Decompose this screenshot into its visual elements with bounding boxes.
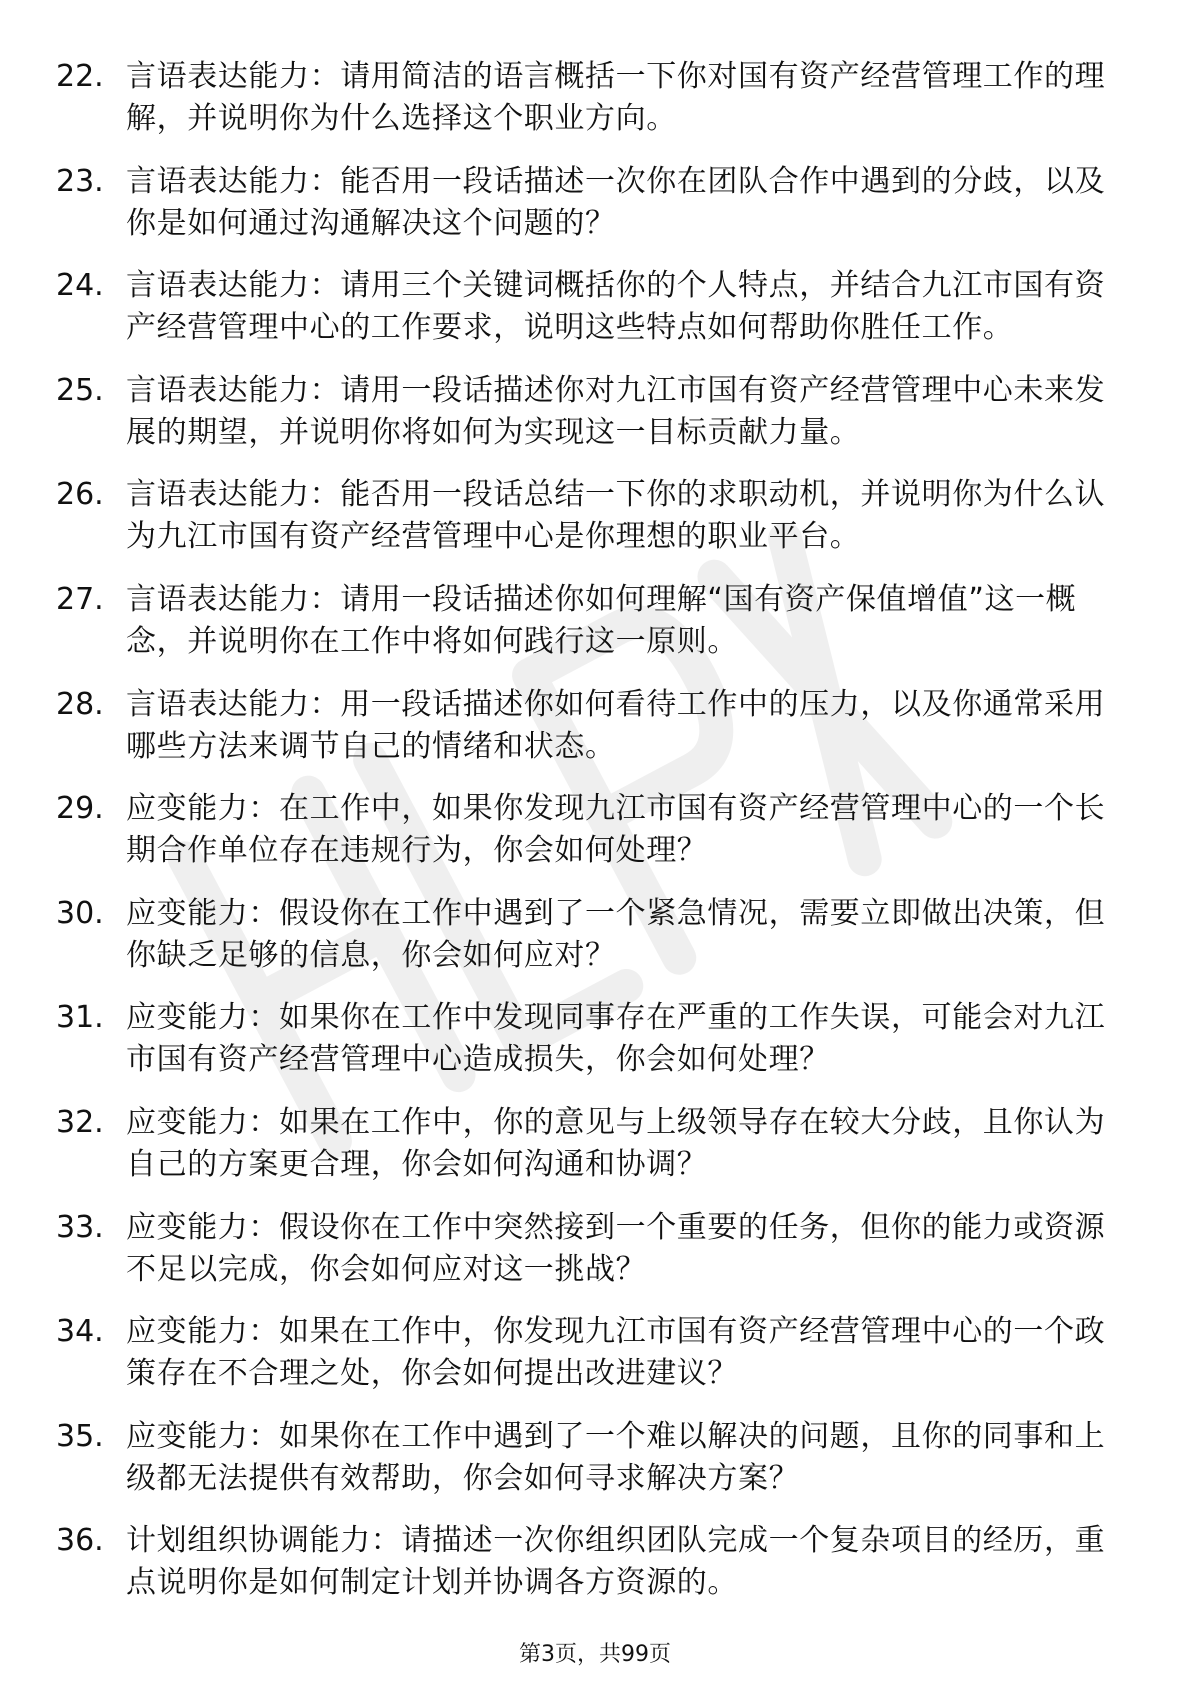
question-text: 言语表达能力：请用一段话描述你对九江市国有资产经营管理中心未来发展的期望，并说明你将如何为实现这一目标贡献力量。 [126,372,1106,450]
question-text: 言语表达能力：能否用一段话总结一下你的求职动机，并说明你为什么认为九江市国有资产经营管理中心是你理想的职业平台。 [126,477,1106,555]
question-number: 27. [56,581,104,617]
question-item [0,1520,1190,1604]
question-item [0,1416,1190,1500]
question-number: 33. [56,1209,104,1245]
question-text: 言语表达能力：请用三个关键词概括你的个人特点，并结合九江市国有资产经营管理中心的工作要求，说明这些特点如何帮助你胜任工作。 [126,268,1106,346]
question-text: 应变能力：如果在工作中，你的意见与上级领导存在较大分歧，且你认为自己的方案更合理，你会如何沟通和协调？ [126,1104,1106,1182]
question-item [0,370,1190,454]
question-item [0,579,1190,663]
question-item [0,1311,1190,1395]
question-number: 30. [56,895,104,931]
question-item [0,684,1190,768]
question-number: 34. [56,1314,104,1350]
question-item [0,265,1190,349]
question-number: 36. [56,1523,104,1559]
question-number: 28. [56,686,104,722]
question-list [0,56,1190,1625]
question-item [0,1207,1190,1291]
question-item [0,56,1190,140]
question-number: 29. [56,791,104,827]
question-item [0,893,1190,977]
question-number: 31. [56,1000,104,1036]
question-text: 言语表达能力：请用一段话描述你如何理解“国有资产保值增值”这一概念，并说明你在工作中将如何践行这一原则。 [126,581,1077,659]
question-item [0,1102,1190,1186]
question-text: 计划组织协调能力：请描述一次你组织团队完成一个复杂项目的经历，重点说明你是如何制定计划并协调各方资源的。 [126,1523,1106,1601]
question-item [0,788,1190,872]
question-number: 26. [56,477,104,513]
question-text: 应变能力：如果你在工作中发现同事存在严重的工作失误，可能会对九江市国有资产经营管理中心造成损失，你会如何处理？ [126,1000,1106,1078]
question-text: 应变能力：在工作中，如果你发现九江市国有资产经营管理中心的一个长期合作单位存在违规行为，你会如何处理？ [126,791,1106,869]
question-item [0,161,1190,245]
question-number: 35. [56,1418,104,1454]
question-item [0,997,1190,1081]
question-text: 应变能力：如果在工作中，你发现九江市国有资产经营管理中心的一个政策存在不合理之处，你会如何提出改进建议？ [126,1314,1106,1392]
question-number: 22. [56,59,104,94]
question-text: 应变能力：假设你在工作中遇到了一个紧急情况，需要立即做出决策，但你缺乏足够的信息，你会如何应对？ [126,895,1106,973]
question-text: 言语表达能力：能否用一段话描述一次你在团队合作中遇到的分歧，以及你是如何通过沟通解决这个问题的？ [126,163,1106,241]
question-text: 言语表达能力：用一段话描述你如何看待工作中的压力，以及你通常采用哪些方法来调节自己的情绪和状态。 [126,686,1106,764]
question-number: 32. [56,1104,104,1140]
question-number: 23. [56,163,104,199]
page-footer: 第3页，共99页 [519,1642,671,1667]
question-text: 应变能力：如果你在工作中遇到了一个难以解决的问题，且你的同事和上级都无法提供有效帮助，你会如何寻求解决方案？ [126,1418,1106,1496]
question-item [0,474,1190,558]
question-number: 24. [56,268,104,304]
question-text: 应变能力：假设你在工作中突然接到一个重要的任务，但你的能力或资源不足以完成，你会如何应对这一挑战？ [126,1209,1106,1287]
question-text: 言语表达能力：请用简洁的语言概括一下你对国有资产经营管理工作的理解，并说明你为什么选择这个职业方向。 [126,59,1106,136]
question-number: 25. [56,372,104,408]
